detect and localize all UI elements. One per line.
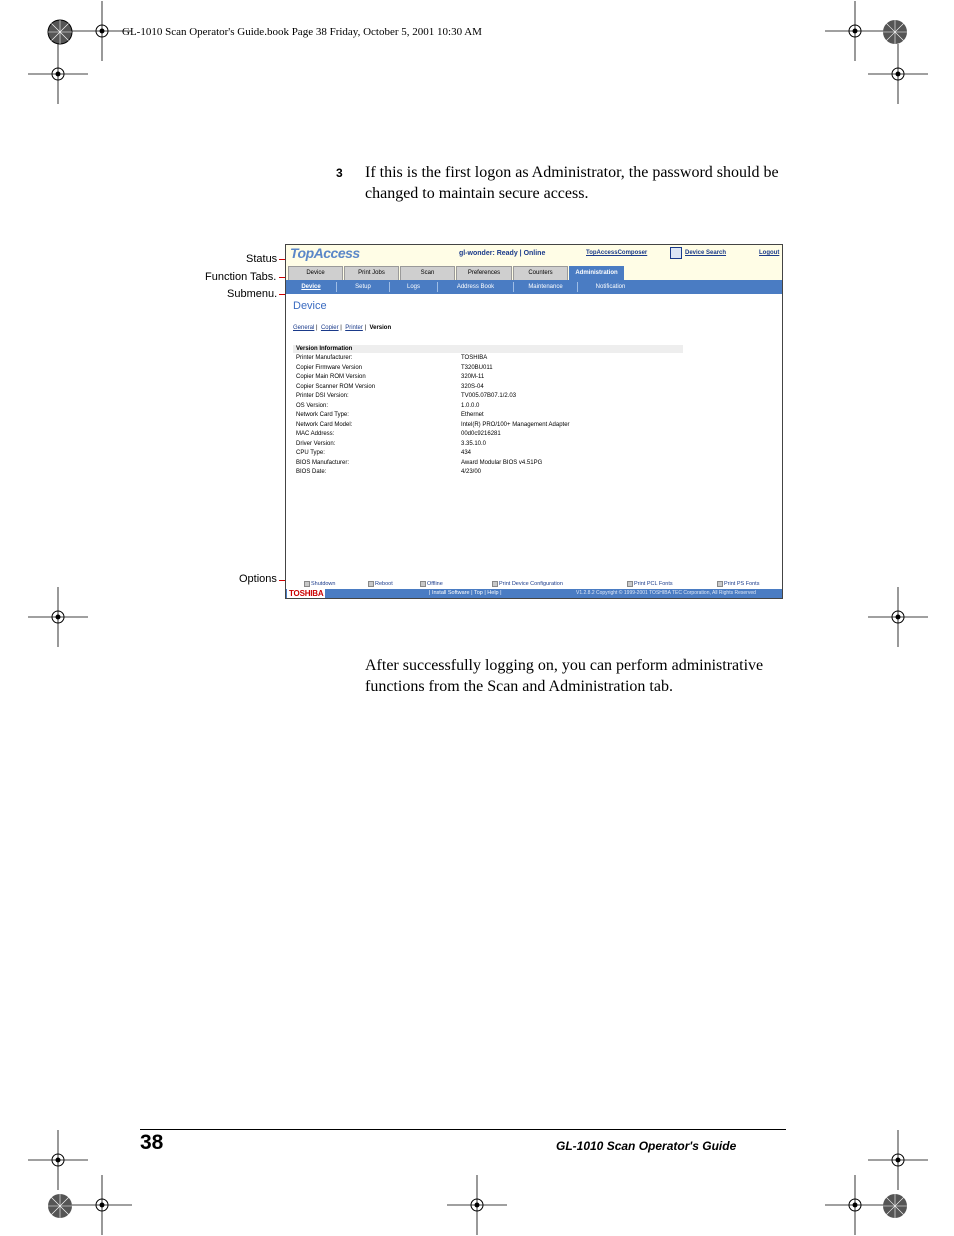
version-row (296, 354, 676, 363)
version-row-value: 320S-04 (461, 383, 484, 390)
version-row (296, 430, 676, 439)
option-label: Offline (427, 581, 443, 587)
option-label: Print Device Configuration (499, 581, 563, 587)
device-search-icon[interactable] (670, 247, 682, 259)
crosshair-mark-icon (868, 44, 928, 104)
device-search-link[interactable]: Device Search (685, 250, 727, 256)
submenu-bar (286, 280, 782, 294)
option-print-device-configuration[interactable] (492, 579, 563, 589)
guide-title: GL-1010 Scan Operator's Guide (556, 1139, 737, 1153)
version-info-heading: Version Information (293, 345, 683, 353)
breadcrumb-version-current: Version (369, 325, 392, 331)
version-row-label: Copier Main ROM Version (296, 374, 366, 380)
version-row-label: Copier Scanner ROM Version (296, 383, 376, 390)
version-row (296, 373, 676, 382)
tab-device[interactable]: Device (288, 266, 343, 280)
version-row-label: CPU Type: (296, 450, 325, 456)
step-text: If this is the first logon as Administrator, the password should be changed to maintain secure access. (365, 164, 779, 202)
logout-link[interactable]: Logout (759, 250, 780, 256)
version-row-value: T320BU011 (461, 364, 493, 371)
version-row (296, 468, 676, 477)
callout-options-label: Options (239, 573, 277, 585)
version-row (296, 421, 676, 430)
option-offline[interactable] (420, 579, 443, 589)
version-row-label: BIOS Manufacturer: (296, 459, 350, 466)
breadcrumb-separator: | (340, 325, 342, 331)
option-print-ps-fonts[interactable] (717, 579, 759, 589)
version-row-value: Award Modular BIOS v4.51PG (461, 459, 543, 466)
print-config-icon (492, 581, 498, 587)
version-row-value: TOSHIBA (461, 355, 488, 361)
crosshair-mark-icon (28, 587, 88, 647)
version-row-value: 434 (461, 450, 472, 456)
footer-rule (140, 1129, 786, 1130)
body-paragraph: After successfully logging on, you can perform administrative functions from the Scan and Administration tab. (365, 657, 764, 695)
version-row-value: Intel(R) PRO/100+ Management Adapter (461, 421, 570, 428)
print-ps-icon (717, 581, 723, 587)
version-row-label: Printer DSI Version: (296, 393, 349, 399)
version-row-label: Printer Manufacturer: (296, 355, 353, 361)
version-row (296, 402, 676, 411)
submenu-notification[interactable]: Notification (595, 284, 626, 290)
submenu-device[interactable]: Device (301, 284, 321, 290)
crosshair-mark-icon (447, 1175, 507, 1235)
callout-function-tabs-label: Function Tabs. (205, 271, 277, 283)
offline-icon (420, 581, 426, 587)
footer-links[interactable]: | Install Software | Top | Help | (429, 590, 502, 596)
callout-submenu-label: Submenu. (227, 288, 278, 300)
device-status-text: gl-wonder: Ready | Online (459, 250, 546, 257)
version-row-label: Network Card Model: (296, 421, 353, 428)
topaccess-screenshot (285, 244, 783, 599)
tab-print-jobs[interactable]: Print Jobs (344, 266, 399, 280)
tab-preferences[interactable]: Preferences (456, 266, 512, 280)
function-tabs (286, 265, 782, 280)
page-title: Device (293, 300, 327, 312)
version-row (296, 383, 676, 392)
version-row-value: 3.35.10.0 (461, 440, 487, 447)
version-row (296, 364, 676, 373)
version-row-value: 1.0.0.0 (461, 402, 480, 409)
breadcrumb-printer-link[interactable]: Printer (345, 325, 363, 331)
topaccess-header (286, 245, 782, 265)
version-row-value: 00d0c9216281 (461, 431, 501, 437)
version-row-value: 320M-11 (461, 374, 485, 380)
tab-scan[interactable]: Scan (400, 266, 455, 280)
submenu-setup[interactable]: Setup (355, 284, 371, 290)
version-row-label: OS Version: (296, 402, 329, 409)
version-row-label: BIOS Date: (296, 469, 327, 475)
version-row-value: TV005.07B07.1/2.03 (461, 393, 517, 399)
callout-status-label: Status (246, 253, 278, 265)
version-row (296, 459, 676, 468)
option-label: Shutdown (311, 581, 336, 587)
crosshair-mark-icon (72, 1175, 132, 1235)
tab-administration[interactable]: Administration (569, 266, 624, 280)
submenu-maintenance[interactable]: Maintenance (528, 284, 563, 290)
breadcrumb (293, 325, 391, 331)
version-row-label: Copier Firmware Version (296, 364, 363, 371)
version-row (296, 440, 676, 449)
option-print-pcl-fonts[interactable] (627, 579, 673, 589)
page-number: 38 (140, 1131, 164, 1154)
option-label: Print PCL Fonts (634, 581, 673, 587)
shutdown-icon (304, 581, 310, 587)
version-row-label: Network Card Type: (296, 412, 349, 418)
submenu-address-book[interactable]: Address Book (456, 284, 495, 290)
submenu-logs[interactable]: Logs (406, 284, 420, 290)
footer-copyright: V1.2.8.2 Copyright © 1999-2001 TOSHIBA TEC Corporation, All Rights Reserved (576, 590, 756, 596)
version-row-value: Ethernet (461, 412, 484, 418)
registration-mark-icon (865, 1176, 925, 1236)
tab-counters[interactable]: Counters (513, 266, 568, 280)
option-label: Reboot (375, 581, 393, 587)
version-row-value: 4/23/00 (461, 469, 482, 475)
topaccess-footer (286, 589, 782, 598)
option-reboot[interactable] (368, 579, 393, 589)
crosshair-mark-icon (28, 44, 88, 104)
version-row-label: MAC Address: (296, 431, 335, 437)
option-label: Print PS Fonts (724, 581, 760, 587)
breadcrumb-general-link[interactable]: General (293, 325, 315, 331)
topaccess-composer-link[interactable]: TopAccessComposer (586, 250, 648, 256)
options-bar (286, 579, 782, 589)
breadcrumb-copier-link[interactable]: Copier (320, 325, 339, 331)
reboot-icon (368, 581, 374, 587)
version-row (296, 392, 676, 401)
version-row (296, 411, 676, 420)
topaccess-logo: TopAccess (290, 245, 360, 261)
option-shutdown[interactable] (304, 579, 335, 589)
book-header-stamp: GL-1010 Scan Operator's Guide.book Page 38 Friday, October 5, 2001 10:30 AM (122, 26, 482, 38)
print-pcl-icon (627, 581, 633, 587)
breadcrumb-separator: | (364, 325, 367, 331)
step-number: 3 (336, 166, 343, 180)
breadcrumb-separator: | (316, 325, 318, 331)
version-row (296, 449, 676, 458)
crosshair-mark-icon (868, 587, 928, 647)
toshiba-logo: TOSHIBA (289, 589, 324, 598)
version-row-label: Driver Version: (296, 440, 336, 447)
